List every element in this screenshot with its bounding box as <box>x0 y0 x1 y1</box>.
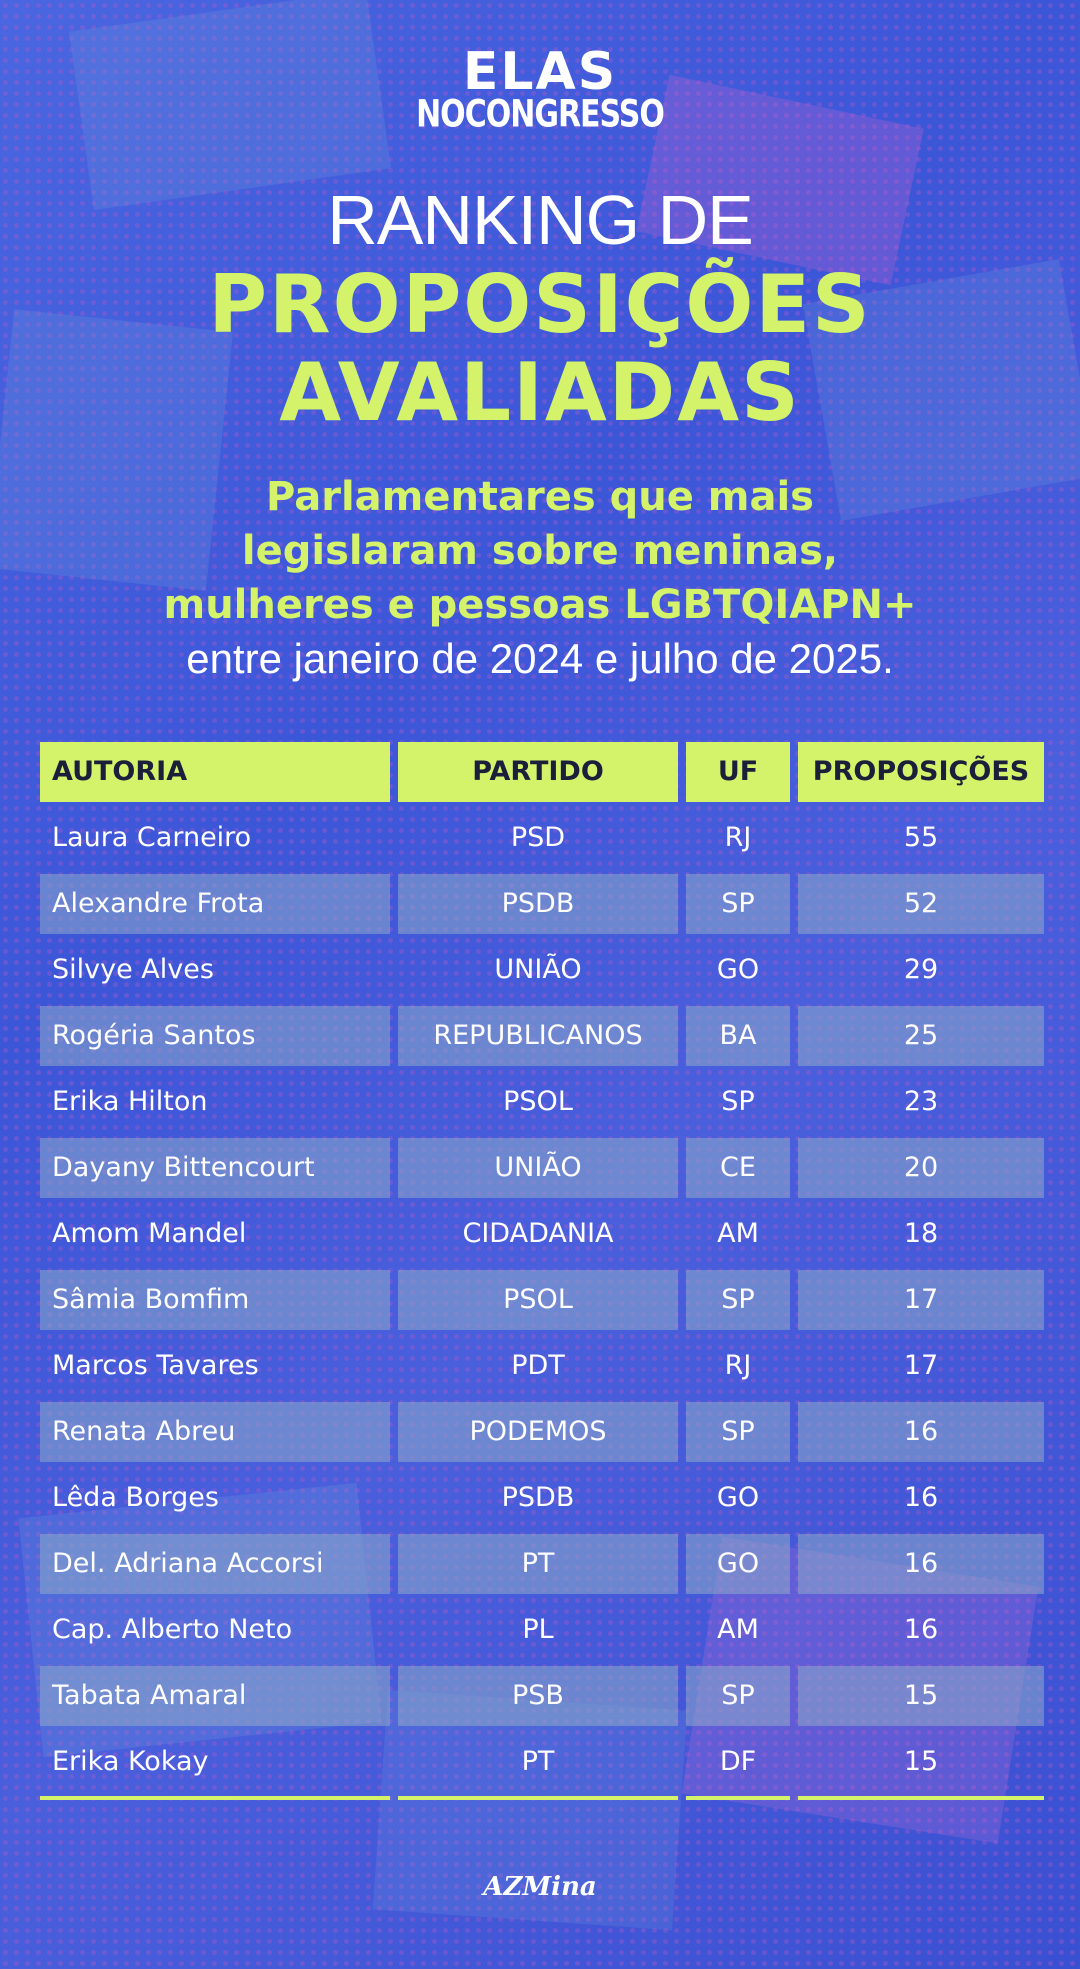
cell-uf: GO <box>716 954 760 985</box>
table-row <box>40 1138 1044 1198</box>
table-row <box>40 1336 1044 1396</box>
cell-autoria: Del. Adriana Accorsi <box>40 1534 390 1594</box>
cell-proposicoes: 17 <box>798 1270 1044 1330</box>
table-row <box>40 1534 1044 1594</box>
title-line2: PROPOSIÇÕES <box>208 258 872 351</box>
subtitle <box>60 470 1020 686</box>
table-row <box>40 1666 1044 1726</box>
title-line3: AVALIADAS <box>279 346 801 439</box>
logo-line2-a: NO <box>416 92 465 137</box>
cell-proposicoes: 16 <box>903 1614 939 1645</box>
cell-partido: CIDADANIA <box>462 1218 614 1249</box>
cell-partido: PSOL <box>503 1086 573 1117</box>
cell-autoria: Tabata Amaral <box>40 1666 390 1726</box>
table-row <box>40 1072 1044 1132</box>
cell-partido: PSDB <box>398 874 678 934</box>
cell-uf: SP <box>686 1270 790 1330</box>
cell-uf: GO <box>716 1482 760 1513</box>
table-row <box>40 1204 1044 1264</box>
cell-autoria: Sâmia Bomfim <box>40 1270 390 1330</box>
table-bottom-border <box>40 1796 1044 1800</box>
cell-partido: REPUBLICANOS <box>398 1006 678 1066</box>
cell-partido: PSDB <box>501 1482 575 1513</box>
cell-proposicoes: 16 <box>903 1482 939 1513</box>
cell-partido: PL <box>522 1614 554 1645</box>
cell-partido: PSB <box>398 1666 678 1726</box>
bottom-line <box>798 1796 1044 1800</box>
cell-uf: SP <box>686 1666 790 1726</box>
cell-autoria: Amom Mandel <box>52 1218 247 1249</box>
elas-no-congresso-logo <box>0 42 1080 137</box>
cell-autoria: Alexandre Frota <box>40 874 390 934</box>
cell-proposicoes: 55 <box>903 822 939 853</box>
table-row <box>40 1006 1044 1066</box>
cell-autoria: Marcos Tavares <box>52 1350 259 1381</box>
table-row <box>40 1468 1044 1528</box>
cell-partido: PODEMOS <box>398 1402 678 1462</box>
subtitle-line1: Parlamentares que mais <box>265 474 814 520</box>
cell-partido: PT <box>398 1534 678 1594</box>
cell-partido: PDT <box>511 1350 565 1381</box>
cell-uf: RJ <box>724 822 752 853</box>
title-line1: RANKING DE <box>327 181 753 259</box>
cell-proposicoes: 20 <box>798 1138 1044 1198</box>
cell-proposicoes: 15 <box>903 1746 939 1777</box>
cell-partido: PT <box>521 1746 555 1777</box>
subtitle-line2: legislaram sobre meninas, <box>241 528 839 574</box>
cell-autoria: Erika Kokay <box>52 1746 209 1777</box>
cell-proposicoes: 18 <box>903 1218 939 1249</box>
subtitle-line3: mulheres e pessoas LGBTQIAPN+ <box>163 582 917 628</box>
cell-uf: CE <box>686 1138 790 1198</box>
table-header <box>40 742 1044 802</box>
table-row <box>40 1600 1044 1660</box>
cell-uf: BA <box>686 1006 790 1066</box>
cell-autoria: Laura Carneiro <box>52 822 252 853</box>
bottom-line <box>398 1796 678 1800</box>
table-row <box>40 1402 1044 1462</box>
header-uf: UF <box>686 742 790 802</box>
cell-proposicoes: 16 <box>798 1402 1044 1462</box>
cell-proposicoes: 15 <box>798 1666 1044 1726</box>
cell-partido: UNIÃO <box>398 1138 678 1198</box>
subtitle-line4: entre janeiro de 2024 e julho de 2025. <box>186 635 894 682</box>
table-row <box>40 1732 1044 1792</box>
cell-partido: UNIÃO <box>494 954 582 985</box>
cell-uf: SP <box>686 874 790 934</box>
cell-uf: AM <box>717 1614 759 1645</box>
header-proposicoes: PROPOSIÇÕES <box>798 742 1044 802</box>
cell-uf: RJ <box>724 1350 752 1381</box>
cell-uf: SP <box>686 1402 790 1462</box>
cell-partido: PSD <box>510 822 566 853</box>
cell-proposicoes: 25 <box>798 1006 1044 1066</box>
cell-autoria: Dayany Bittencourt <box>40 1138 390 1198</box>
logo-line1: ELAS <box>462 42 618 102</box>
cell-uf: AM <box>717 1218 759 1249</box>
cell-uf: SP <box>721 1086 755 1117</box>
table-row <box>40 940 1044 1000</box>
cell-uf: DF <box>719 1746 757 1777</box>
cell-proposicoes: 29 <box>903 954 939 985</box>
table-row <box>40 808 1044 868</box>
logo-line2-b: CONGRESSO <box>464 92 664 137</box>
cell-autoria: Rogéria Santos <box>40 1006 390 1066</box>
header-autoria: AUTORIA <box>40 742 390 802</box>
cell-proposicoes: 16 <box>798 1534 1044 1594</box>
cell-proposicoes: 23 <box>903 1086 939 1117</box>
cell-autoria: Lêda Borges <box>52 1482 219 1513</box>
cell-autoria: Silvye Alves <box>52 954 214 985</box>
ranking-table <box>40 742 1044 1800</box>
cell-autoria: Erika Hilton <box>52 1086 208 1117</box>
table-row <box>40 1270 1044 1330</box>
bottom-line <box>40 1796 390 1800</box>
azmina-logo: AZMina <box>483 1872 597 1902</box>
table-row <box>40 874 1044 934</box>
cell-proposicoes: 52 <box>798 874 1044 934</box>
bottom-line <box>686 1796 790 1800</box>
cell-proposicoes: 17 <box>903 1350 939 1381</box>
cell-autoria: Cap. Alberto Neto <box>52 1614 293 1645</box>
cell-autoria: Renata Abreu <box>40 1402 390 1462</box>
header-partido: PARTIDO <box>398 742 678 802</box>
cell-partido: PSOL <box>398 1270 678 1330</box>
cell-uf: GO <box>686 1534 790 1594</box>
